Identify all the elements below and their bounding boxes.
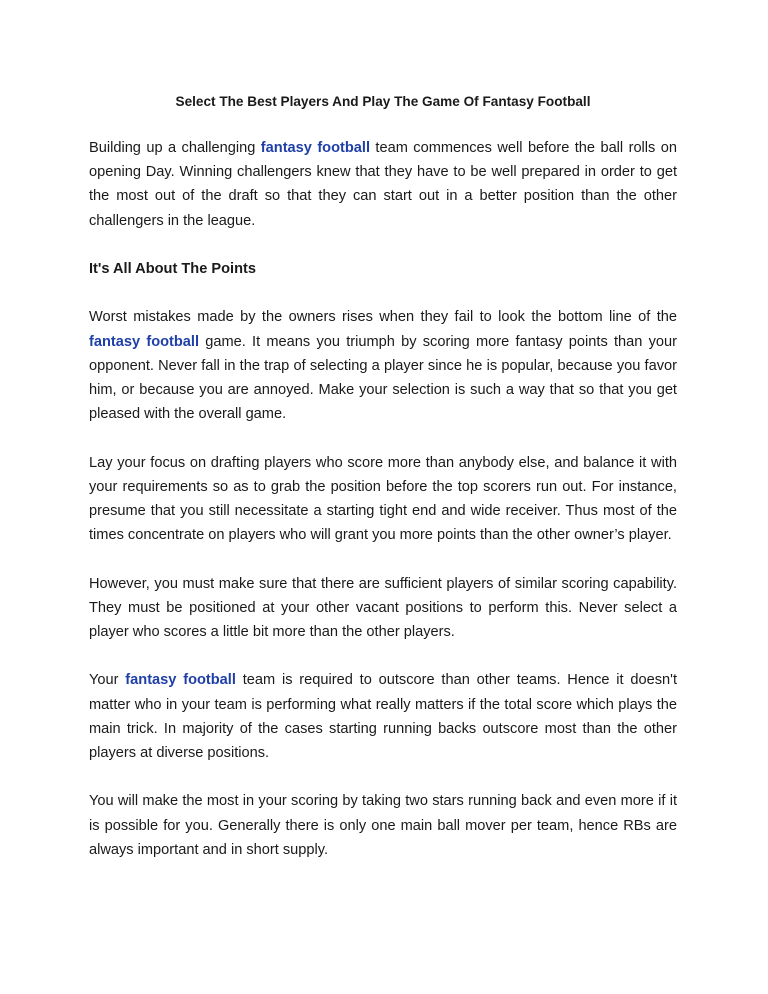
paragraph-text: team commences well before the ball rolls on opening Day. Winning challengers knew that they have to be well prepared in order to get the most out of the draft so that they can start out in a better position than the other challengers in the league. [89,140,677,229]
paragraph-text: Building up a challenging [89,140,261,156]
paragraph-sufficient-players: However, you must make sure that there are sufficient players of similar scoring capability. They must be positioned at your other vacant positions to perform this. Never select a player who scores a little bit more than the other players. [89,575,677,640]
paragraph-intro [89,136,677,233]
paragraph-outscore [89,668,677,765]
fantasy-football-link[interactable]: fantasy football [89,333,200,350]
fantasy-football-link[interactable]: fantasy football [260,140,371,156]
paragraph-text: team is required to outscore than other teams. Hence it doesn't matter who in your team is performing what really matters if the total score which plays the main trick. In majority of the cases starting running backs outscore most than the other players at diverse positions. [89,672,678,761]
document-page [89,92,677,886]
paragraph-text: game. It means you triumph by scoring more fantasy points than your opponent. Never fall in the trap of selecting a player since he is popular, because you favor him, or because you are annoyed. Make your selection is such a way that so that you get pleased with the overall game. [89,333,677,423]
paragraph-mistakes [89,305,677,426]
paragraph-focus: Lay your focus on drafting players who score more than anybody else, and balance it with your requirements so as to grab the position before the top scorers run out. For instance, presume that you still necessitate a starting tight end and wide receiver. Thus most of the times concentrate on players who will grant you more points than the other owner’s player. [89,454,677,544]
paragraph-running-backs: You will make the most in your scoring by taking two stars running back and even more if it is possible for you. Generally there is only one main ball mover per team, hence RBs are always important and in short supply. [89,793,677,858]
paragraph-text: Worst mistakes made by the owners rises when they fail to look the bottom line of the [89,309,677,326]
section-heading: It's All About The Points [89,261,256,277]
paragraph-text: Your [89,672,126,689]
document-title: Select The Best Players And Play The Game Of Fantasy Football [175,94,591,109]
fantasy-football-link[interactable]: fantasy football [125,672,236,689]
